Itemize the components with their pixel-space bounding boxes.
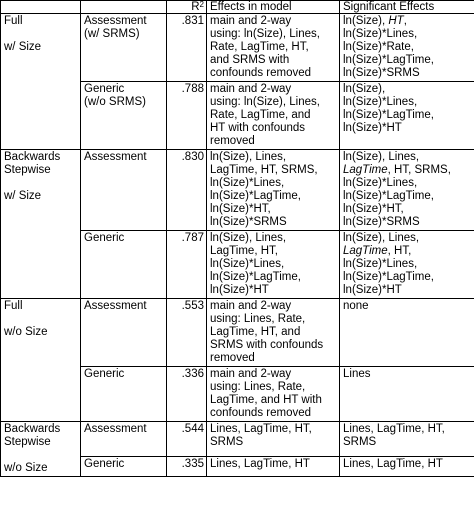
r-squared-cell: .788 [167,82,207,150]
significant-effect-text: ln(Size)*Rate, [343,41,414,53]
significant-effect-text: ln(Size), Lines, [343,232,420,244]
effects-cell: main and 2-way using: Lines, Rate, LagTime, HT, and SRMS with confounds removed [207,299,340,367]
model-cell: Assessment [81,150,167,231]
table-row [1,422,474,457]
r-squared-cell: .831 [167,14,207,82]
table-row [1,150,474,231]
significant-effect-text: Lines, LagTime, HT, [343,423,445,435]
r-squared-cell: .787 [167,231,207,299]
model-cell: Generic [81,367,167,422]
approach-cell: Backwards Stepwise w/o Size [1,422,81,477]
header-r-squared [167,1,207,14]
significant-effect-text: none [343,300,369,312]
approach-cell: Full w/o Size [1,299,81,422]
significant-effect-text: ln(Size), [343,15,389,27]
significant-effects-cell [340,14,474,82]
significant-effect-line [343,54,472,67]
significant-effects-cell [340,422,474,457]
effects-cell: main and 2-way using: ln(Size), Lines, Rate, LagTime, HT, and SRMS with confounds removed [207,14,340,82]
significant-effect-line [343,258,472,271]
significant-effect-line [343,216,472,229]
table-body [1,14,474,477]
significant-effect-line [343,15,472,28]
model-cell: Assessment [81,299,167,367]
header-r-squared-sup: 2 [199,0,204,9]
significant-effect-line [343,96,472,109]
approach-cell: Full w/ Size [1,14,81,150]
effects-cell: main and 2-way using: ln(Size), Lines, Rate, LagTime, and HT with confounds removed [207,82,340,150]
model-cell: Generic (w/o SRMS) [81,82,167,150]
significant-effect-italic: LagTime [343,164,388,176]
r-squared-cell: .544 [167,422,207,457]
significant-effects-cell [340,299,474,367]
effects-cell: Lines, LagTime, HT, SRMS [207,422,340,457]
significant-effect-line [343,284,472,297]
significant-effect-line [343,203,472,216]
significant-effect-text: ln(Size)*Lines, [343,96,418,108]
model-cell: Assessment [81,422,167,457]
header-r-squared-base: R [191,1,200,13]
significant-effect-text: ln(Size)*LagTime, [343,271,434,283]
significant-effect-text: ln(Size)*LagTime, [343,190,434,202]
significant-effect-text: SRMS [343,436,377,448]
table-row [1,14,474,82]
significant-effect-line [343,151,472,164]
significant-effect-line [343,109,472,122]
significant-effect-line [343,41,472,54]
r-squared-cell: .336 [167,367,207,422]
significant-effect-text: Lines, LagTime, HT [343,458,443,471]
significant-effect-line [343,83,472,96]
table-row [1,299,474,367]
header-effects-in-model: Effects in model [207,1,340,14]
significant-effect-line [343,190,472,203]
significant-effect-text: , [403,15,407,27]
significant-effect-line [343,436,472,449]
header-significant-effects: Significant Effects [340,1,474,14]
significant-effect-text: ln(Size)*HT, [343,203,404,215]
approach-cell: Backwards Stepwise w/ Size [1,150,81,299]
model-cell: Generic [81,457,167,477]
r-squared-cell: .553 [167,299,207,367]
effects-cell: Lines, LagTime, HT [207,457,340,477]
significant-effect-line [343,164,472,177]
effects-cell: ln(Size), Lines, LagTime, HT, ln(Size)*Lines, ln(Size)*LagTime, ln(Size)*HT [207,231,340,299]
r-squared-cell: .335 [167,457,207,477]
significant-effects-cell [340,150,474,231]
significant-effect-italic: HT [388,15,404,27]
significant-effect-line [343,122,472,135]
significant-effect-text: ln(Size)*HT [343,122,402,134]
header-approach [1,1,81,14]
significant-effect-text: ln(Size)*HT [343,284,402,296]
significant-effect-line [343,423,472,436]
significant-effect-text: ln(Size)*Lines, [343,177,418,189]
significant-effect-line [343,245,472,258]
significant-effect-line [343,177,472,190]
significant-effect-line [343,368,472,381]
header-model [81,1,167,14]
significant-effects-cell [340,82,474,150]
significant-effects-cell [340,231,474,299]
r-squared-cell: .830 [167,150,207,231]
significant-effects-cell [340,367,474,422]
significant-effect-italic: LagTime [343,245,388,257]
significant-effect-line [343,232,472,245]
significant-effect-text: ln(Size)*LagTime, [343,54,434,66]
significant-effect-text: ln(Size)*LagTime, [343,109,434,121]
significant-effect-line [343,300,472,313]
significant-effect-text: , HT, [387,245,412,257]
significant-effect-text: Lines [343,368,371,380]
model-cell: Generic [81,231,167,299]
significant-effects-cell [340,457,474,477]
significant-effect-text: ln(Size), Lines, [343,151,420,163]
significant-effect-text: ln(Size)*Lines, [343,258,418,270]
significant-effect-line [343,28,472,41]
effects-cell: ln(Size), Lines, LagTime, HT, SRMS, ln(Size)*Lines, ln(Size)*LagTime, ln(Size)*HT, ln(Size)*SRMS [207,150,340,231]
significant-effect-line [343,458,472,471]
model-cell: Assessment (w/ SRMS) [81,14,167,82]
significant-effect-text: ln(Size), [343,83,386,95]
significant-effect-text: ln(Size)*SRMS [343,216,420,228]
significant-effect-line [343,271,472,284]
effects-cell: main and 2-way using: Lines, Rate, LagTime, and HT with confounds removed [207,367,340,422]
significant-effect-text: ln(Size)*Lines, [343,28,418,40]
header-row [1,1,474,14]
significant-effect-text: ln(Size)*SRMS [343,67,420,79]
significant-effect-line [343,67,472,80]
significant-effect-text: , HT, SRMS, [387,164,451,176]
